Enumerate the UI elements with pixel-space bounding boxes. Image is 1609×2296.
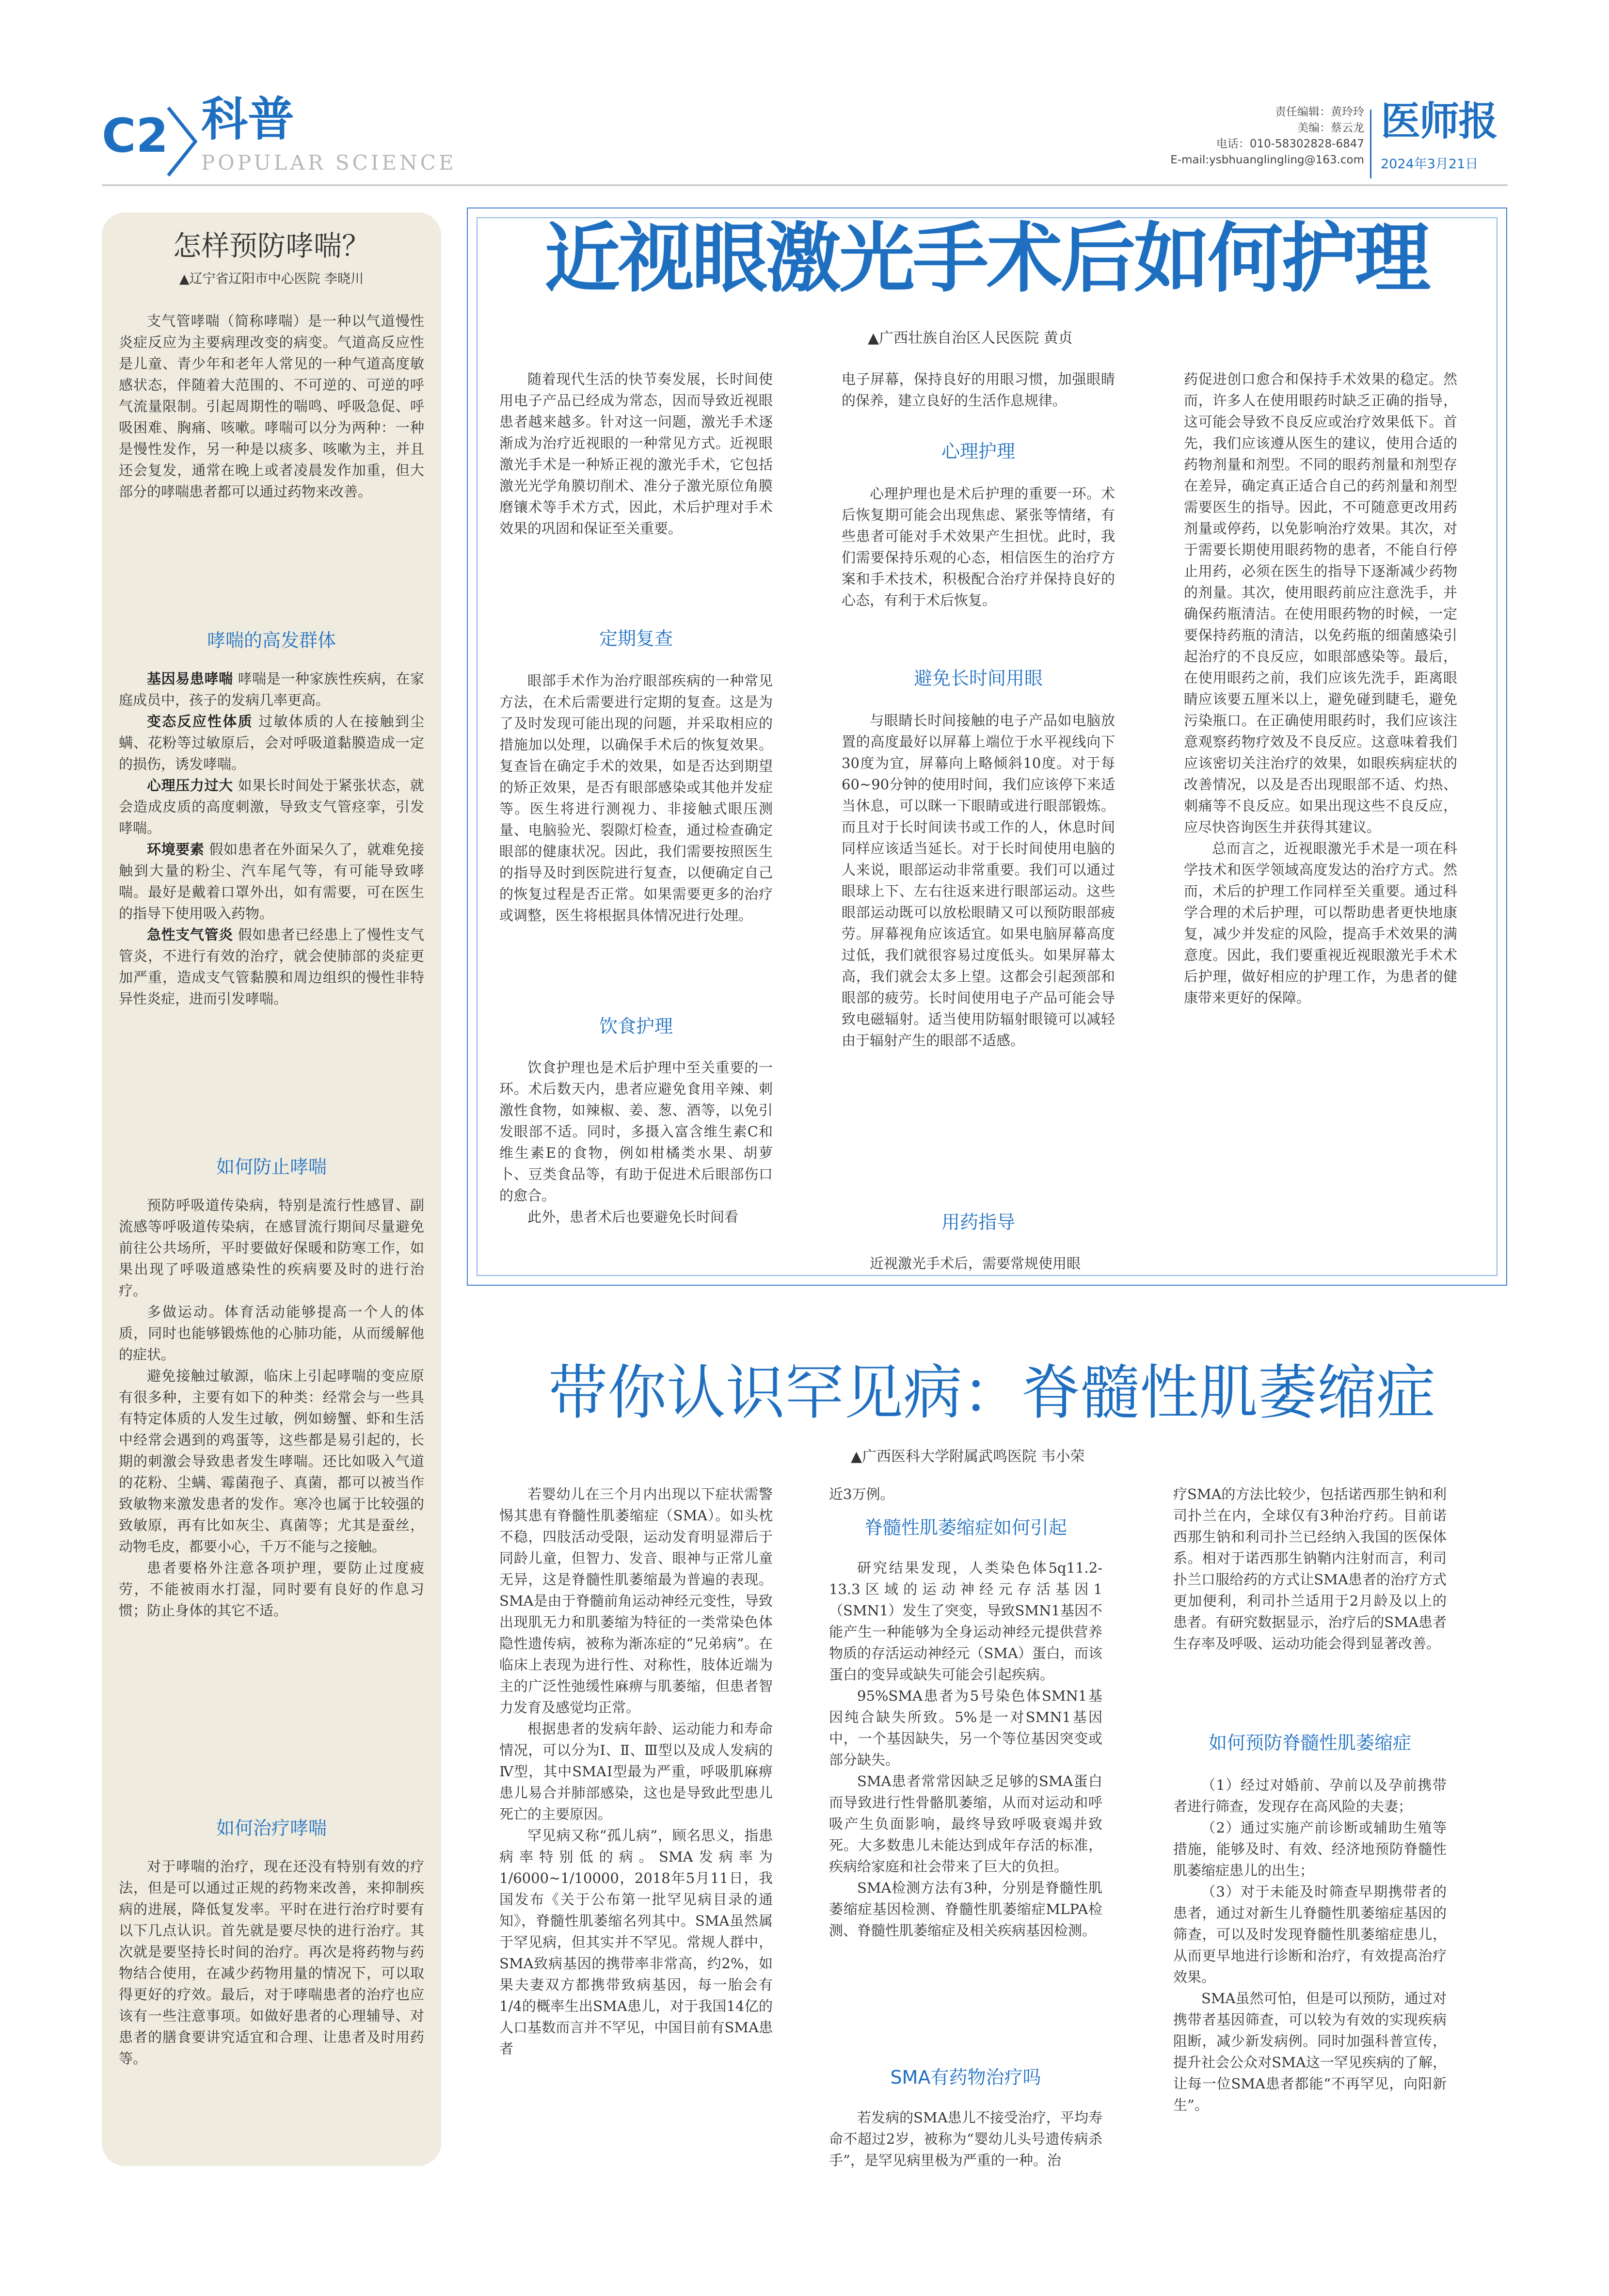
paragraph: SMA虽然可怕，但是可以预防，通过对携带者基因筛查，可以较为有效的实现疾病阻断，减少新发病例。同时加强科普宣传，提升社会公众对SMA这一罕见疾病的了解，让每一位SMA患者都能“不再罕见，向阳新生”。 (1173, 1990, 1447, 2113)
section-heading: 心理护理 (941, 441, 1015, 462)
paragraph: （3）对于未能及时筛查早期携带者的患者，通过对新生儿脊髓性肌萎缩症基因的筛查，可以及时发现脊髓性肌萎缩症患儿，从而更早地进行诊断和治疗，有效提高治疗效果。 (1173, 1883, 1447, 1985)
item-name: 心理压力过大 (147, 777, 233, 794)
masthead-divider (1370, 110, 1371, 178)
sidebar-title: 怎样预防哮喘？ (173, 229, 370, 262)
item-text: 如果长时间处于紧张状态，就会造成皮质的高度刺激，导致支气管痉挛，引发哮喘。 (119, 777, 424, 836)
sidebar-heading: 如何治疗哮喘 (216, 1818, 327, 1839)
paragraph: 心理护理也是术后护理的重要一环。术后恢复期可能会出现焦虑、紧张等情绪，有些患者可能对手术效果产生担忧。此时，我们需要保持乐观的心态，相信医生的治疗方案和手术技术，积极配合治疗并保持良好的心态，有利于术后恢复。 (842, 485, 1115, 608)
paragraph: 若婴幼儿在三个月内出现以下症状需警惕其患有脊髓性肌萎缩症（SMA）。如头枕不稳，四肢活动受限，运动发育明显滞后于同龄儿童，但智力、发音、眼神与正常儿童无异，这是脊髓性肌萎缩最为普遍的表现。SMA是由于脊髓前角运动神经元变性，导致出现肌无力和肌萎缩为特征的一类常染色体隐性遗传病，被称为渐冻症的“兄弟病”。在临床上表现为进行性、对称性，肢体近端为主的广泛性弛缓性麻痹与肌萎缩，但患者智力发育及感觉均正常。 (499, 1486, 773, 1716)
chevron-right-icon (162, 103, 201, 180)
sidebar-heading: 哮喘的高发群体 (207, 630, 336, 651)
page-number: C2 (102, 109, 169, 163)
article-column (842, 1253, 1115, 1274)
article-byline: ▲广西壮族自治区人民医院 黄贞 (868, 330, 1073, 347)
credit-line: E-mail:ysbhuanglingling@163.com (1170, 154, 1364, 166)
article-column (829, 1483, 1102, 1505)
list-item (119, 775, 424, 839)
paragraph: 眼部手术作为治疗眼部疾病的一种常见方法，在术后需要进行定期的复查。这是为了及时发现可能出现的问题，并采取相应的措施加以处理，以确保手术后的恢复效果。复查旨在确定手术的效果，如是否达到期望的矫正效果，是否有眼部感染或其他并发症等。医生将进行测视力、非接触式眼压测量、电脑验光、裂隙灯检查，通过检查确定眼部的健康状况。因此，我们需要按照医生的指导及时到医院进行复查，以便确定自己的恢复过程是否正常。如果需要更多的治疗或调整，医生将根据具体情况进行处理。 (499, 672, 773, 924)
section-heading: 用药指导 (941, 1212, 1015, 1233)
paragraph: 罕见病又称“孤儿病”，顾名思义，指患病率特别低的病。SMA发病率为1/6000~1/10000，2018年5月11日，我国发布《关于公布第一批罕见病目录的通知》，脊髓性肌萎缩名列其中。SMA虽然属于罕见病，但其实并不罕见。常规人群中，SMA致病基因的携带率非常高，约2%，如果夫妻双方都携带致病基因，每一胎会有1/4的概率生出SMA患儿，对于我国14亿的人口基数而言并不罕见，中国目前有SMA患者 (499, 1827, 773, 2057)
paragraph: （1）经过对婚前、孕前以及孕前携带者进行筛查，发现存在高风险的夫妻； (1173, 1777, 1447, 1815)
article-column (499, 1057, 773, 1228)
paragraph: 电子屏幕，保持良好的用眼习惯，加强眼睛的保养，建立良好的生活作息规律。 (842, 371, 1115, 409)
paragraph: 疗SMA的方法比较少，包括诺西那生钠和利司扑兰在内，全球仅有3种治疗药。目前诺西那生钠和利司扑兰已经纳入我国的医保体系。相对于诺西那生钠鞘内注射而言，利司扑兰口服给药的方式让SMA患者的治疗方式更加便利，利司扑兰适用于2月龄及以上的患者。有研究数据显示，治疗后的SMA患者生存率及呼吸、运动功能会得到显著改善。 (1173, 1486, 1447, 1652)
paragraph: 近3万例。 (829, 1486, 894, 1502)
item-text: 假如患者已经患上了慢性支气管炎，不进行有效的治疗，就会使肺部的炎症更加严重，造成支气管黏膜和周边组织的慢性非特异性炎症，进而引发哮喘。 (119, 926, 424, 1007)
credit-line: 责任编辑：黄玲玲 (1275, 106, 1364, 118)
article-column (1173, 1483, 1447, 1654)
paragraph: 根据患者的发病年龄、运动能力和寿命情况，可以分为Ⅰ、Ⅱ、Ⅲ型以及成人发病的Ⅳ型，其中SMAⅠ型最为严重，呼吸肌麻痹患儿易合并肺部感染，这也是导致此型患儿死亡的主要原因。 (499, 1721, 773, 1822)
paragraph: SMA患者常常因缺乏足够的SMA蛋白而导致进行性骨骼肌萎缩，从而对运动和呼吸产生负面影响，最终导致呼吸衰竭并致死。大多数患儿未能达到成年存活的标准，疾病给家庭和社会带来了巨大的负担。 (829, 1773, 1102, 1875)
list-item (119, 839, 424, 924)
credit-line: 美编：蔡云龙 (1297, 122, 1364, 134)
article-column (829, 1557, 1102, 1941)
masthead-logo: 医师报 (1381, 98, 1497, 144)
section-heading: 脊髓性肌萎缩症如何引起 (864, 1517, 1067, 1538)
section-title: 科普 (201, 92, 294, 146)
paragraph: 若发病的SMA患儿不接受治疗，平均寿命不超过2岁，被称为“婴幼儿头号遗传病杀手”，是罕见病里极为严重的一种。治 (829, 2109, 1102, 2168)
article-title: 近视眼激光手术后如何护理 (544, 214, 1429, 303)
article-column (499, 1483, 773, 2059)
paragraph: 95%SMA患者为5号染色体SMN1基因纯合缺失所致。5%是一对SMN1基因中，一个基因缺失，另一个等位基因突变或部分缺失。 (829, 1688, 1102, 1768)
article-column (1173, 1774, 1447, 2116)
list-item (119, 668, 424, 711)
paragraph: 近视激光手术后，需要常规使用眼 (870, 1255, 1081, 1272)
paragraph: 总而言之，近视眼激光手术是一项在科学技术和医学领域高度发达的治疗方式。然而，术后的护理工作同样至关重要。通过科学合理的术后护理，可以帮助患者更快地康复，减少并发症的风险，提高手术效果的满意度。因此，我们要重视近视眼激光手术术后护理，做好相应的护理工作，为患者的健康带来更好的保障。 (1184, 840, 1457, 1006)
sidebar-intro (119, 310, 424, 502)
list-item (119, 924, 424, 1009)
paragraph: SMA检测方法有3种，分别是脊髓性肌萎缩症基因检测、脊髓性肌萎缩症MLPA检测、脊髓性肌萎缩症及相关疾病基因检测。 (829, 1880, 1102, 1939)
sidebar-author: ▲辽宁省辽阳市中心医院 李晓川 (179, 271, 364, 287)
section-heading: 如何预防脊髓性肌萎缩症 (1208, 1732, 1411, 1754)
item-name: 环境要素 (147, 841, 205, 858)
sidebar-heading: 如何防止哮喘 (216, 1156, 327, 1178)
header-divider (102, 184, 1508, 186)
item-name: 变态反应性体质 (147, 713, 253, 730)
paragraph: 多做运动。体育活动能够提高一个人的体质，同时也能够锻炼他的心肺功能，从而缓解他的症状。 (119, 1304, 424, 1363)
high-risk-groups (119, 668, 424, 1009)
list-item (119, 711, 424, 775)
issue-date: 2024年3月21日 (1381, 157, 1479, 172)
credit-line: 电话：010-58302828-6847 (1216, 138, 1364, 150)
paragraph: 饮食护理也是术后护理中至关重要的一环。术后数天内，患者应避免食用辛辣、刺激性食物，如辣椒、姜、葱、酒等，以免引发眼部不适。同时，多摄入富含维生素C和维生素E的食物，例如柑橘类水果、胡萝卜、豆类食品等，有助于促进术后眼部伤口的愈合。 (499, 1059, 773, 1204)
paragraph: 此外，患者术后也要避免长时间看 (527, 1209, 739, 1225)
section-heading: 定期复查 (599, 628, 673, 649)
item-name: 急性支气管炎 (147, 926, 233, 943)
item-text: 假如患者在外面呆久了，就难免接触到大量的粉尘、汽车尾气等，有可能导致哮喘。最好是戴着口罩外出，如有需要，可在医生的指导下使用吸入药物。 (119, 841, 424, 922)
section-heading: SMA有药物治疗吗 (890, 2067, 1041, 2088)
paragraph: 研究结果发现，人类染色体5q11.2-13.3区域的运动神经元存活基因1（SMN1）发生了突变，导致SMN1基因不能产生一种能够为全身运动神经元提供营养物质的存活运动神经元（SMA）蛋白，而该蛋白的变异或缺失可能会引起疾病。 (829, 1560, 1102, 1683)
paragraph: 患者要格外注意各项护理，要防止过度疲劳，不能被雨水打湿，同时要有良好的作息习惯；防止身体的其它不适。 (119, 1560, 424, 1619)
paragraph: 药促进创口愈合和保持手术效果的稳定。然而，许多人在使用眼药时缺乏正确的指导，这可能会导致不良反应或治疗效果低下。首先，我们应该遵从医生的建议，使用合适的药物剂量和剂型。不同的眼药剂量和剂型存在差异，确定真正适合自己的药剂量和剂型需要医生的指导。因此，不可随意更改用药剂量或停药，以免影响治疗效果。其次，对于需要长期使用眼药物的患者，不能自行停止用药，必须在医生的指导下逐渐减少药物的剂量。其次，使用眼药前应注意洗手，并确保药瓶清洁。在使用眼药物的时候，一定要保持药瓶的清洁，以免药瓶的细菌感染引起治疗的不良反应，如眼部感染等。最后，在使用眼药之前，我们应该先洗手，距离眼睛应该要五厘米以上，避免碰到睫毛，避免污染瓶口。在正确使用眼药时，我们应该注意观察药物疗效及不良反应。这意味着我们应该密切关注治疗的效果，如眼疾病症状的改善情况，以及是否出现眼部不适、灼热、刺痛等不良反应。如果出现这些不良反应，应尽快咨询医生并获得其建议。 (1184, 371, 1457, 835)
item-name: 基因易患哮喘 (147, 670, 233, 687)
paragraph: 随着现代生活的快节奏发展，长时间使用电子产品已经成为常态，因而导致近视眼患者越来越多。针对这一问题，激光手术逐渐成为治疗近视眼的一种常见方式。近视眼激光手术是一种矫正视的激光手术，它包括激光光学角膜切削术、准分子激光原位角膜磨镶术等手术方式，因此，术后护理对手术效果的巩固和保证至关重要。 (499, 371, 773, 537)
article-column (842, 710, 1115, 1051)
section-heading: 饮食护理 (599, 1016, 673, 1037)
paragraph: 预防呼吸道传染病，特别是流行性感冒、副流感等呼吸道传染病，在感冒流行期间尽量避免前往公共场所，平时要做好保暖和防寒工作，如果出现了呼吸道感染性的疾病要及时的进行治疗。 (119, 1197, 424, 1299)
article-byline: ▲广西医科大学附属武鸣医院 韦小荣 (851, 1448, 1085, 1465)
treatment-text (119, 1856, 424, 2069)
prevention-text (119, 1195, 424, 1621)
paragraph: （2）通过实施产前诊断或辅助生殖等措施，能够及时、有效、经济地预防脊髓性肌萎缩症患儿的出生； (1173, 1819, 1447, 1879)
article-column (499, 368, 773, 539)
article-column (842, 483, 1115, 611)
editor-credits (976, 104, 1364, 168)
article-column (829, 2107, 1102, 2171)
article-title: 带你认识罕见病：脊髓性肌萎缩症 (548, 1358, 1435, 1427)
article-column (499, 670, 773, 926)
article-column (842, 368, 1115, 411)
item-text: 过敏体质的人在接触到尘螨、花粉等过敏原后，会对呼吸道黏膜造成一定的损伤，诱发哮喘。 (119, 713, 424, 772)
section-heading: 避免长时间用眼 (913, 668, 1043, 689)
section-subtitle: POPULAR SCIENCE (201, 151, 457, 175)
paragraph: 支气管哮喘（简称哮喘）是一种以气道慢性炎症反应为主要病理改变的病变。气道高反应性是儿童、青少年和老年人常见的一种气道高度敏感状态，伴随着大范围的、不可逆的、可逆的呼气流量限制。引起周期性的喘鸣、呼吸急促、呼吸困难、胸痛、咳嗽。哮喘可以分为两种：一种是慢性发作，另一种是以痰多、咳嗽为主，并且还会复发，通常在晚上或者凌晨发作加重，但大部分的哮喘患者都可以通过药物来改善。 (119, 313, 424, 500)
item-text: 哮喘是一种家族性疾病，在家庭成员中，孩子的发病几率更高。 (119, 670, 424, 708)
paragraph: 对于哮喘的治疗，现在还没有特别有效的疗法，但是可以通过正规的药物来改善，来抑制疾病的进展，降低复发率。平时在进行治疗时要有以下几点认识。首先就是要尽快的进行治疗。其次就是要坚持长时间的治疗。再次是将药物与药物结合使用，在减少药物用量的情况下，可以取得更好的疗效。最后，对于哮喘患者的治疗也应该有一些注意事项。如做好患者的心理辅导、对患者的膳食要讲究适宜和合理、让患者及时用药等。 (119, 1858, 424, 2067)
paragraph: 避免接触过敏源，临床上引起哮喘的变应原有很多种，主要有如下的种类：经常会与一些具有特定体质的人发生过敏，例如螃蟹、虾和生活中经常会遇到的鸡蛋等，这些都是易引起的，长期的刺激会导致患者发生哮喘。还比如吸入气道的花粉、尘螨、霉菌孢子、真菌，都可以被当作致敏物来激发患者的发作。寒冷也属于比较强的致敏原，再有比如灰尘、真菌等；尤其是蚕丝，动物毛皮，都要小心，千万不能与之接触。 (119, 1368, 424, 1555)
article-column (1184, 368, 1457, 1008)
paragraph: 与眼睛长时间接触的电子产品如电脑放置的高度最好以屏幕上端位于水平视线向下30度为宜，屏幕向上略倾斜10度。对于每60~90分钟的使用时间，我们应该停下来适当休息，可以眯一下眼睛或进行眼部锻炼。而且对于长时间读书或工作的人，休息时间同样应该适当延长。对于长时间使用电脑的人来说，眼部运动非常重要。我们可以通过眼球上下、左右往返来进行眼部运动。这些眼部运动既可以放松眼睛又可以预防眼部疲劳。屏幕视角应该适宜。如果电脑屏幕高度过低，我们就很容易过度低头。如果屏幕太高，我们就会太多上望。这都会引起颈部和眼部的疲劳。长时间使用电子产品可能会导致电磁辐射。适当使用防辐射眼镜可以减轻由于辐射产生的眼部不适感。 (842, 712, 1115, 1049)
